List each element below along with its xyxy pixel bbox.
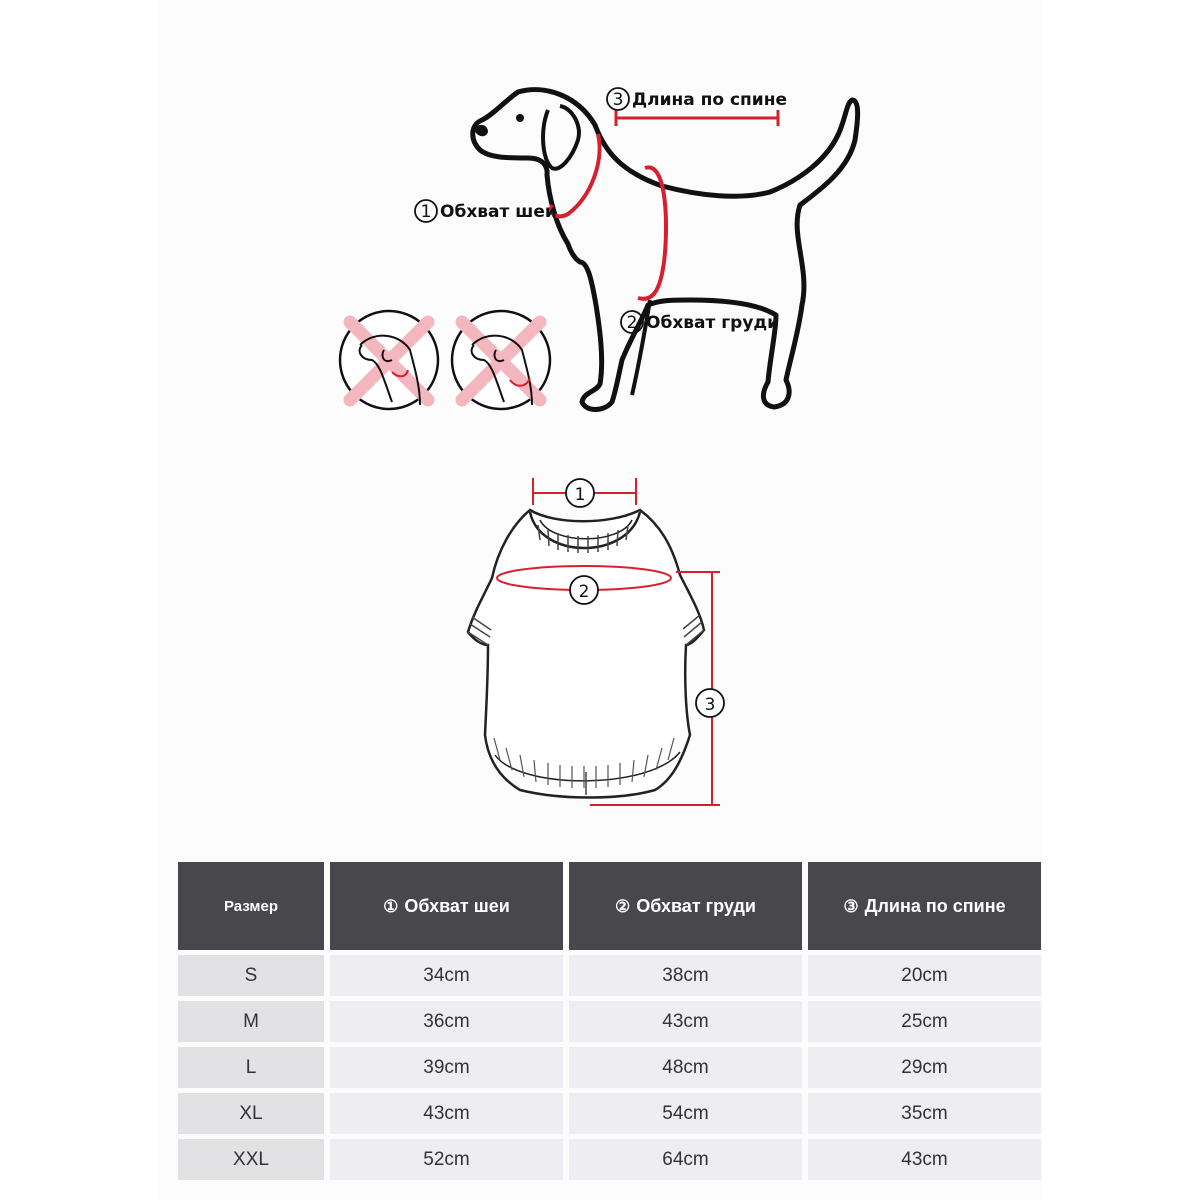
size-cell: XL [178, 1093, 324, 1134]
chest-label: Обхват груди [646, 313, 780, 333]
dog-ear [543, 106, 579, 169]
back-length-cell: 20cm [808, 955, 1041, 996]
garment-length-num: 3 [704, 695, 716, 715]
size-table-header [178, 862, 1041, 950]
chest-cell: 48cm [569, 1047, 802, 1088]
header-back-length: ③ Длина по спине [808, 862, 1041, 950]
neck-label: Обхват шеи [440, 202, 557, 222]
size-cell: S [178, 955, 324, 996]
dog-measurement-diagram [0, 0, 1200, 440]
chest-measure-line [638, 167, 666, 298]
garment-chest-num: 2 [578, 582, 590, 602]
size-table [172, 857, 1047, 1185]
table-row [178, 1047, 1041, 1088]
back-length-cell: 43cm [808, 1139, 1041, 1180]
back-length-num: 3 [612, 90, 624, 110]
table-row [178, 955, 1041, 996]
size-cell: M [178, 1001, 324, 1042]
neck-cell: 36cm [330, 1001, 563, 1042]
back-length-cell: 25cm [808, 1001, 1041, 1042]
wrong-fit-icon-1 [340, 311, 438, 409]
dog-eye [516, 114, 524, 122]
neck-num: 1 [420, 202, 432, 222]
table-row [178, 1139, 1041, 1180]
garment-measurement-diagram [0, 460, 1200, 830]
back-length-cell: 29cm [808, 1047, 1041, 1088]
chest-cell: 43cm [569, 1001, 802, 1042]
garment-body [468, 510, 704, 798]
wrong-fit-icon-2 [452, 311, 550, 409]
neck-cell: 34cm [330, 955, 563, 996]
neck-cell: 52cm [330, 1139, 563, 1180]
chest-cell: 54cm [569, 1093, 802, 1134]
neck-cell: 43cm [330, 1093, 563, 1134]
back-length-cell: 35cm [808, 1093, 1041, 1134]
neck-cell: 39cm [330, 1047, 563, 1088]
size-cell: L [178, 1047, 324, 1088]
header-neck: ① Обхват шеи [330, 862, 563, 950]
header-size: Размер [178, 862, 324, 950]
table-row [178, 1093, 1041, 1134]
garment-neck-num: 1 [574, 485, 586, 505]
chest-cell: 38cm [569, 955, 802, 996]
chest-cell: 64cm [569, 1139, 802, 1180]
size-cell: XXL [178, 1139, 324, 1180]
table-row [178, 1001, 1041, 1042]
chest-num: 2 [626, 313, 638, 333]
back-length-label: Длина по спине [632, 90, 787, 110]
header-chest: ② Обхват груди [569, 862, 802, 950]
